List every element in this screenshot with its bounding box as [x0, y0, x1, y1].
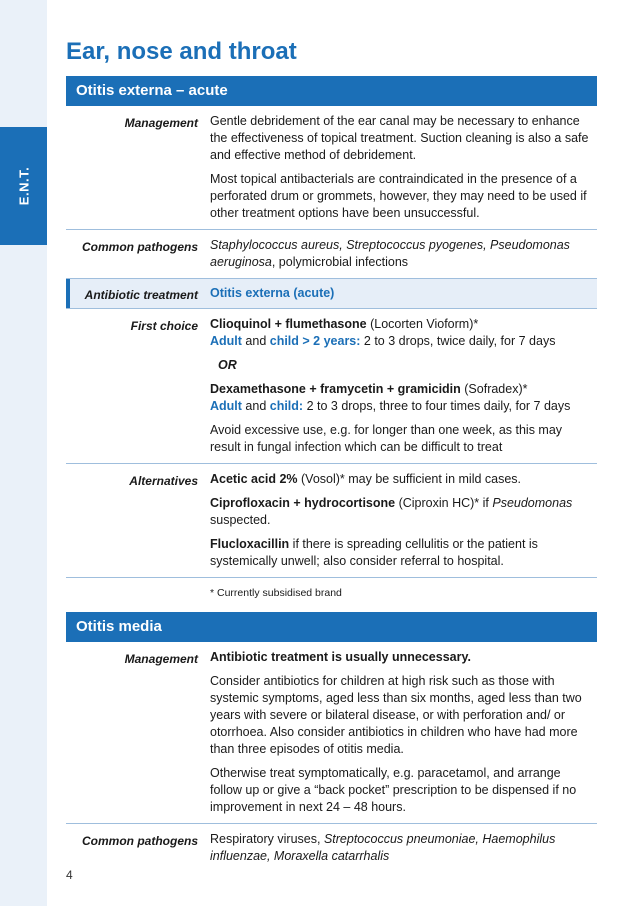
alternative-text: suspected. — [210, 513, 271, 527]
management-text: Consider antibiotics for children at high risk such as those with systemic symptoms, aged less than six months, aged less than two years with severe or bilateral disease, or with perforation and/ or otorrhoea. Also consider antibiotics in children who have had more than three episodes of otitis media. — [210, 674, 582, 756]
management-text: Antibiotic treatment is usually unnecessary. — [210, 650, 471, 664]
row-label: Alternatives — [129, 474, 198, 488]
otitis-externa-header: Otitis externa – acute — [66, 76, 597, 106]
population-label: child: — [269, 399, 304, 413]
caution-text: Avoid excessive use, e.g. for longer than one week, as this may result in fungal infection which can be difficult to treat — [210, 423, 563, 454]
otitis-externa-table — [66, 106, 597, 609]
management-text: Gentle debridement of the ear canal may be necessary to enhance the effectiveness of topical treatment. Suction cleaning is also a safe and effective method of debridement. — [210, 114, 589, 162]
table-row — [66, 279, 597, 309]
row-value — [210, 578, 597, 609]
pathogen-species: Staphylococcus aureus, Streptococcus pyogenes, Pseudomonas aeruginosa — [210, 238, 570, 269]
pathogen-text: Respiratory viruses, — [210, 832, 324, 846]
drug-name: Flucloxacillin — [210, 537, 290, 551]
row-value — [210, 464, 597, 577]
footnote: * Currently subsidised brand — [210, 587, 342, 599]
or-separator: OR — [218, 358, 237, 372]
page-number: 4 — [66, 868, 73, 882]
row-label-empty — [66, 578, 210, 609]
management-text: Otherwise treat symptomatically, e.g. paracetamol, and arrange follow up or give a “back pocket” prescription to be dispensed if no improvement in next 24 – 48 hours. — [210, 766, 577, 814]
row-value — [210, 642, 597, 823]
row-value — [210, 309, 597, 463]
dose-text: 2 to 3 drops, twice daily, for 7 days — [360, 334, 556, 348]
row-label: Common pathogens — [82, 240, 198, 254]
row-label: Management — [124, 116, 198, 130]
pathogen-species: Streptococcus pneumoniae, Haemophilus influenzae, Moraxella catarrhalis — [210, 832, 556, 863]
alternative-text: (Vosol)* may be sufficient in mild cases. — [297, 472, 522, 486]
brand-name: (Locorten Vioform)* — [366, 317, 479, 331]
conjunction: and — [241, 334, 270, 348]
drug-name: Clioquinol + flumethasone — [210, 317, 367, 331]
drug-name: Dexamethasone + framycetin + gramicidin — [210, 382, 461, 396]
table-row — [66, 230, 597, 279]
table-row — [66, 824, 597, 872]
page-title: Ear, nose and throat — [66, 38, 297, 65]
table-row — [66, 642, 597, 824]
footnote-row — [66, 577, 597, 609]
ent-tab-label: E.N.T. — [16, 166, 31, 206]
dose-text: 2 to 3 drops, three to four times daily, for 7 days — [303, 399, 571, 413]
row-label: First choice — [130, 319, 198, 333]
otitis-media-header: Otitis media — [66, 612, 597, 642]
population-label: Adult — [210, 399, 242, 413]
row-value — [210, 824, 597, 872]
row-label: Management — [124, 652, 198, 666]
population-label: Adult — [210, 334, 242, 348]
conjunction: and — [241, 399, 270, 413]
ent-section-tab[interactable] — [0, 127, 47, 245]
organism-name: Pseudomonas — [492, 496, 573, 510]
population-label: child > 2 years: — [269, 334, 361, 348]
drug-name: Ciprofloxacin + hydrocortisone — [210, 496, 396, 510]
row-label: Common pathogens — [82, 834, 198, 848]
row-value — [210, 279, 597, 308]
otitis-media-table — [66, 642, 597, 872]
alternative-text: if there is spreading cellulitis or the patient is systemically unwell; also consider referral to hospital. — [210, 537, 538, 568]
row-value — [210, 230, 597, 278]
table-row — [66, 464, 597, 577]
row-value — [210, 106, 597, 229]
management-text: Most topical antibacterials are contraindicated in the presence of a perforated drum or grommets, however, they may need to be used if other treatment options have been unsuccessful. — [210, 172, 587, 220]
table-row — [66, 309, 597, 464]
pathogen-text: , polymicrobial infections — [271, 255, 409, 269]
row-label: Antibiotic treatment — [66, 279, 210, 308]
brand-name: (Sofradex)* — [460, 382, 528, 396]
alternative-text: (Ciproxin HC)* if — [395, 496, 493, 510]
drug-name: Acetic acid 2% — [210, 472, 298, 486]
table-row — [66, 106, 597, 230]
antibiotic-heading: Otitis externa (acute) — [210, 286, 335, 300]
